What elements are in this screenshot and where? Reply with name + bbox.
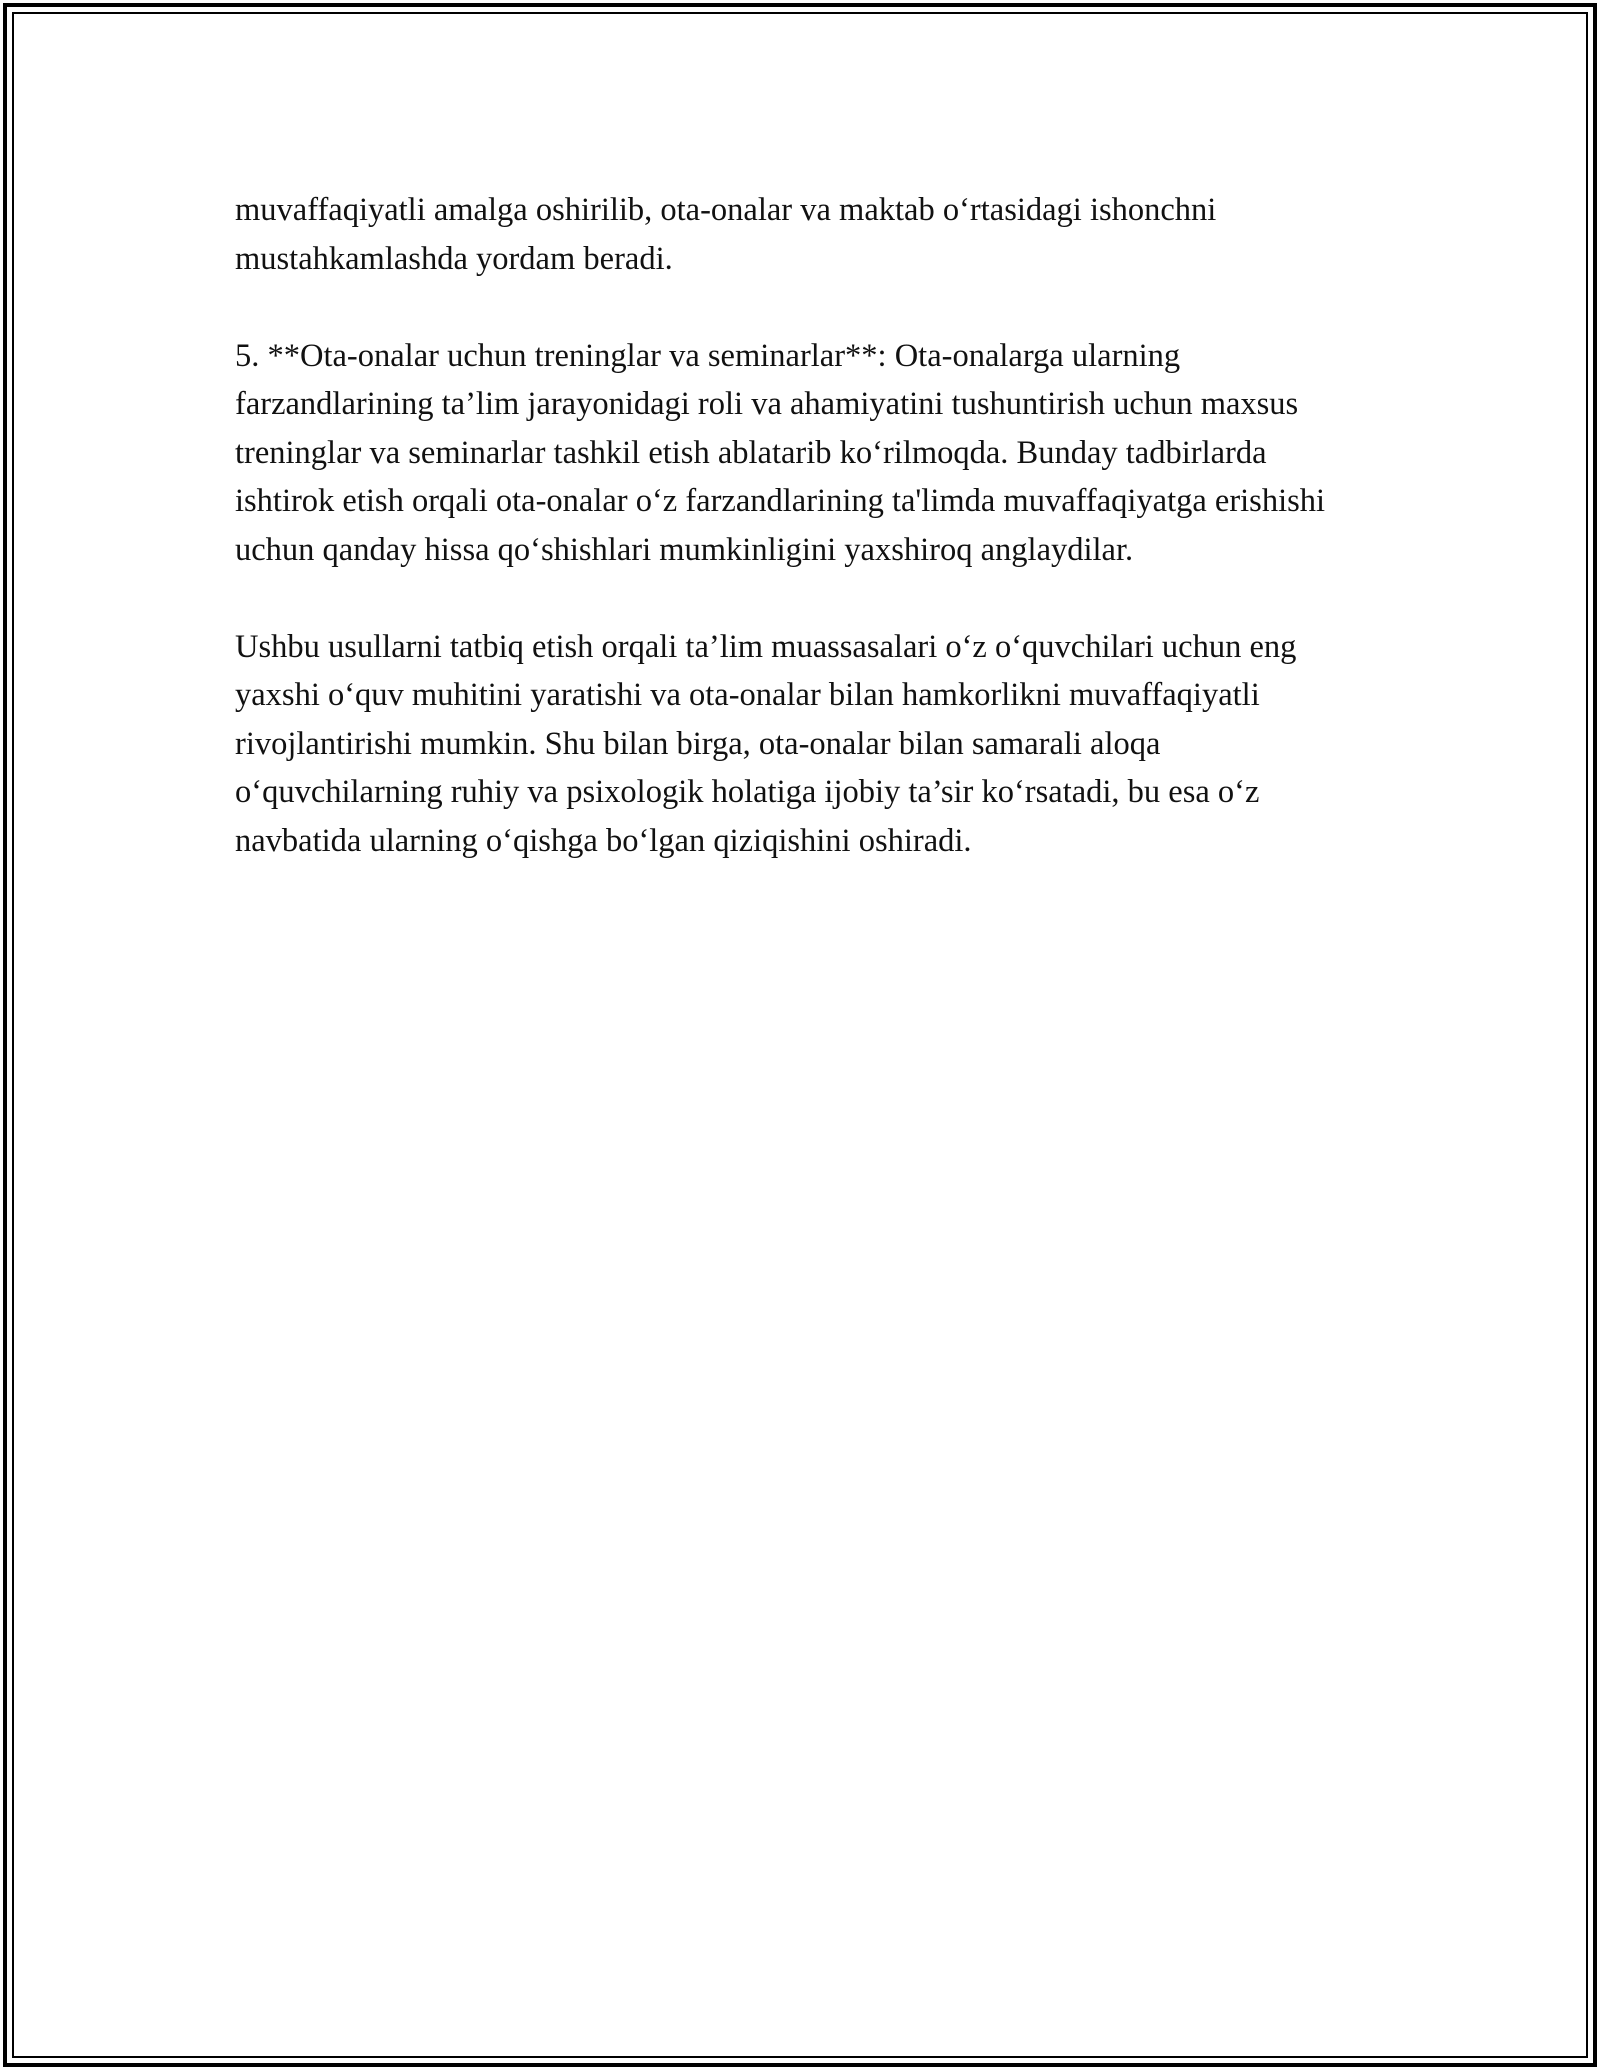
document-body bbox=[235, 186, 1365, 914]
paragraph-continuation: muvaffaqiyatli amalga oshirilib, ota-onalar va maktab o‘rtasidagi ishonchni mustahkamlashda yordam beradi. bbox=[235, 192, 1217, 277]
paragraph-list-item-5: 5. **Ota-onalar uchun treninglar va seminarlar**: Ota-onalarga ularning farzandlarining ta’lim jarayonidagi roli va ahamiyatini tushuntirish uchun maxsus treninglar va seminarlar tashkil etish ablatarib ko‘rilmoqda. Bunday tadbirlarda ishtirok etish orqali ota-onalar o‘z farzandlarining ta'limda muvaffaqiyatga erishishi uchun qanday hissa qo‘shishlari mumkinligini yaxshiroq anglaydilar. bbox=[235, 337, 1326, 568]
paragraph-conclusion: Ushbu usullarni tatbiq etish orqali ta’lim muassasalari o‘z o‘quvchilari uchun eng yaxshi o‘quv muhitini yaratishi va ota-onalar bilan hamkorlikni muvaffaqiyatli rivojlantirishi mumkin. Shu bilan birga, ota-onalar bilan samarali aloqa o‘quvchilarning ruhiy va psixologik holatiga ijobiy ta’sir ko‘rsatadi, bu esa o‘z navbatida ularning o‘qishga bo‘lgan qiziqishini oshiradi. bbox=[235, 628, 1297, 859]
